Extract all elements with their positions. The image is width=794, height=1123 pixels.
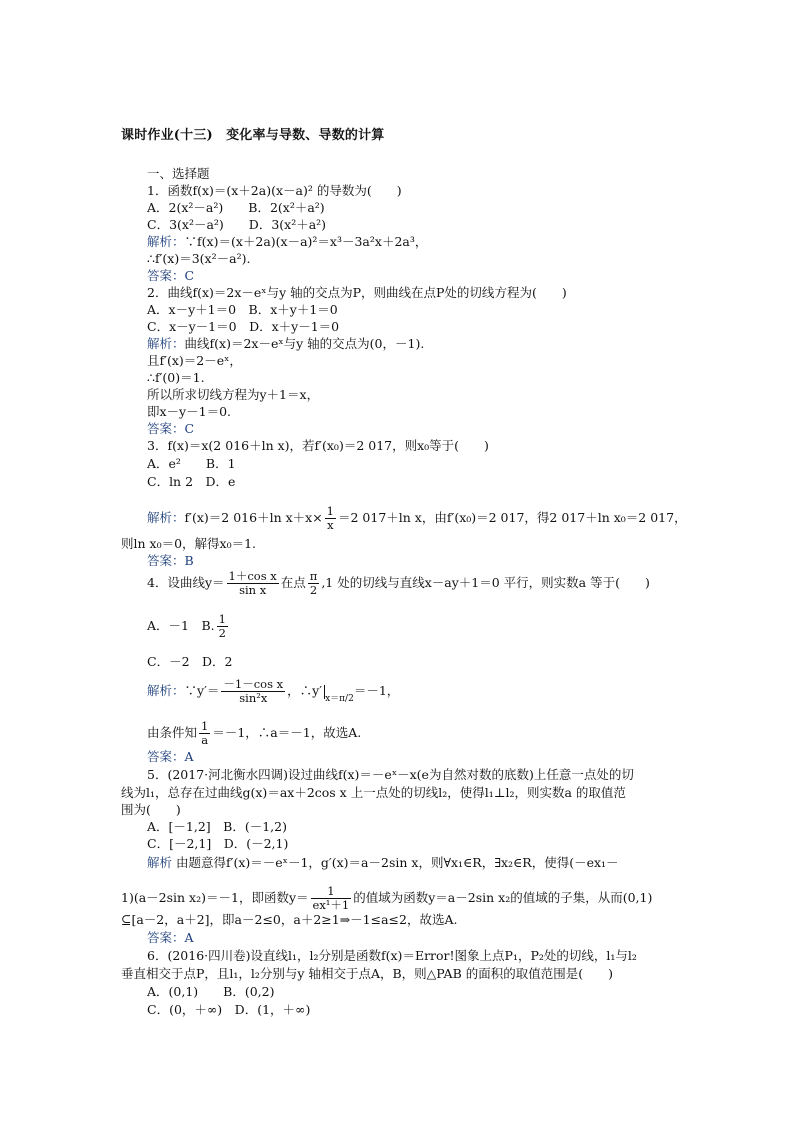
fraction: $\frac{1}{x}$	[326, 504, 334, 532]
q2-solution-4: 所以所求切线方程为y＋1＝x，	[147, 387, 320, 402]
q2-solution-5: 即x－y－1＝0.	[147, 404, 231, 419]
q1-options-cd: C．3(x²－a²) D．3(x²＋a²)	[147, 217, 327, 232]
solution-label: 解析：	[147, 234, 185, 249]
fraction: $\frac{\text{－1－cos x}}{\text{sin²x}}$	[223, 677, 284, 705]
q1-stem: 1．函数f(x)＝(x＋2a)(x－a)² 的导数为( )	[147, 183, 402, 198]
fraction: $\frac{1}{\text{ex¹＋1}}$	[312, 884, 350, 912]
q3-solution-1: 解析：f′(x)＝2 016＋ln x＋x× $\frac{1}{x}$ ＝2 017＋ln x，由f′(x₀)＝2 017，得2 017＋ln x₀＝2 017，	[147, 504, 687, 532]
q5-options-ab: A．[－1,2] B．(－1,2)	[147, 819, 287, 834]
q2-answer: 答案：C	[147, 421, 195, 436]
q5-solution-3: ⊆[a－2，a＋2]，即a－2≤0，a＋2≥1⇒－1≤a≤2，故选A.	[121, 912, 458, 927]
q3-options-cd: C．ln 2 D．e	[147, 474, 236, 489]
q3-options-ab: A．e² B．1	[147, 456, 236, 471]
q3-answer: 答案：B	[147, 553, 194, 568]
q2-solution-3: ∴f′(0)＝1.	[147, 370, 205, 385]
q3-stem: 3．f(x)＝x(2 016＋ln x)，若f′(x₀)＝2 017，则x₀等于( )	[147, 438, 489, 453]
page-title: 课时作业(十三) 变化率与导数、导数的计算	[121, 128, 385, 143]
q4-solution-2: 由条件知 $\frac{1}{a}$ ＝－1，∴a＝－1，故选A.	[147, 719, 362, 747]
fraction: $\frac{1}{a}$	[201, 719, 209, 747]
q2-options-ab: A．x－y＋1＝0 B．x＋y＋1＝0	[147, 302, 338, 317]
q5-stem-1: 5．(2017·河北衡水四调)设过曲线f(x)＝－eˣ－x(e为自然对数的底数)上任意一点处的切	[147, 767, 634, 782]
section-heading: 一、选择题	[147, 166, 210, 181]
q4-stem: 4．设曲线y＝ $\frac{\text{1＋cos x}}{\text{sin x}}$ 在点 $\frac{\pi}{2}$ ,1 处的切线与直线x－ay＋1＝0 平行，则实数a 等于( )	[147, 569, 650, 597]
q1-solution-1: 解析：∵f(x)＝(x＋2a)(x－a)²＝x³－3a²x＋2a³，	[147, 234, 428, 249]
q6-stem-2: 垂直相交于点P，且l₁，l₂分别与y 轴相交于点A，B，则△PAB 的面积的取值范围是( )	[121, 966, 613, 981]
q5-stem-2: 线为l₁，总存在过曲线g(x)＝ax＋2cos x 上一点处的切线l₂，使得l₁⊥l₂，则实数a 的取值范	[121, 785, 626, 800]
q2-solution-2: 且f′(x)＝2－eˣ，	[147, 353, 242, 368]
q2-solution-1: 解析：曲线f(x)＝2x－eˣ与y 轴的交点为(0，－1).	[147, 336, 425, 351]
solution-label: 解析	[147, 855, 173, 870]
q5-answer: 答案：A	[147, 930, 194, 945]
q1-options-ab: A．2(x²－a²) B．2(x²＋a²)	[147, 200, 325, 215]
q4-options-ab: A．－1 B. $\frac{1}{2}$	[147, 612, 226, 640]
q2-stem: 2．曲线f(x)＝2x－eˣ与y 轴的交点为P，则曲线在点P处的切线方程为( )	[147, 285, 567, 300]
q5-solution-2: 1)(a－2sin x₂)＝－1，即函数y＝ $\frac{1}{\text{ex¹＋1}}$ 的值域为函数y＝a－2sin x₂的值域的子集，从而(0,1)	[121, 884, 653, 912]
solution-label: 解析：	[147, 510, 185, 525]
q1-answer: 答案：C	[147, 268, 195, 283]
q5-stem-3: 围为( )	[121, 802, 181, 817]
q3-solution-2: 则ln x₀＝0，解得x₀＝1.	[121, 536, 257, 551]
fraction: $\frac{\pi}{2}$	[309, 569, 318, 597]
q6-options-cd: C．(0，＋∞) D．(1，＋∞)	[147, 1002, 311, 1017]
q4-options-cd: C．－2 D．2	[147, 654, 233, 669]
solution-label: 解析：	[147, 683, 185, 698]
q2-options-cd: C．x－y－1＝0 D．x＋y－1＝0	[147, 319, 340, 334]
solution-label: 解析：	[147, 336, 185, 351]
fraction: $\frac{\text{1＋cos x}}{\text{sin x}}$	[228, 569, 277, 597]
q5-solution-1: 解析 由题意得f′(x)＝－eˣ－1，g′(x)＝a－2sin x，则∀x₁∈R，∃x₂∈R，使得(－ex₁－	[147, 855, 619, 870]
q6-options-ab: A．(0,1) B．(0,2)	[147, 984, 275, 999]
q1-solution-2: ∴f′(x)＝3(x²－a²).	[147, 251, 251, 266]
q4-solution-1: 解析：∵y′＝ $\frac{\text{－1－cos x}}{\text{sin²x}}$ ，$\therefore y'_{x=\pi/2}=-1$，	[147, 677, 400, 705]
q4-answer: 答案：A	[147, 749, 194, 764]
q5-options-cd: C．[－2,1] D．(－2,1)	[147, 836, 289, 851]
q6-stem-1: 6．(2016·四川卷)设直线l₁，l₂分别是函数f(x)＝Error!图象上点P₁，P₂处的切线，l₁与l₂	[147, 948, 637, 963]
fraction: $\frac{1}{2}$	[218, 612, 226, 640]
